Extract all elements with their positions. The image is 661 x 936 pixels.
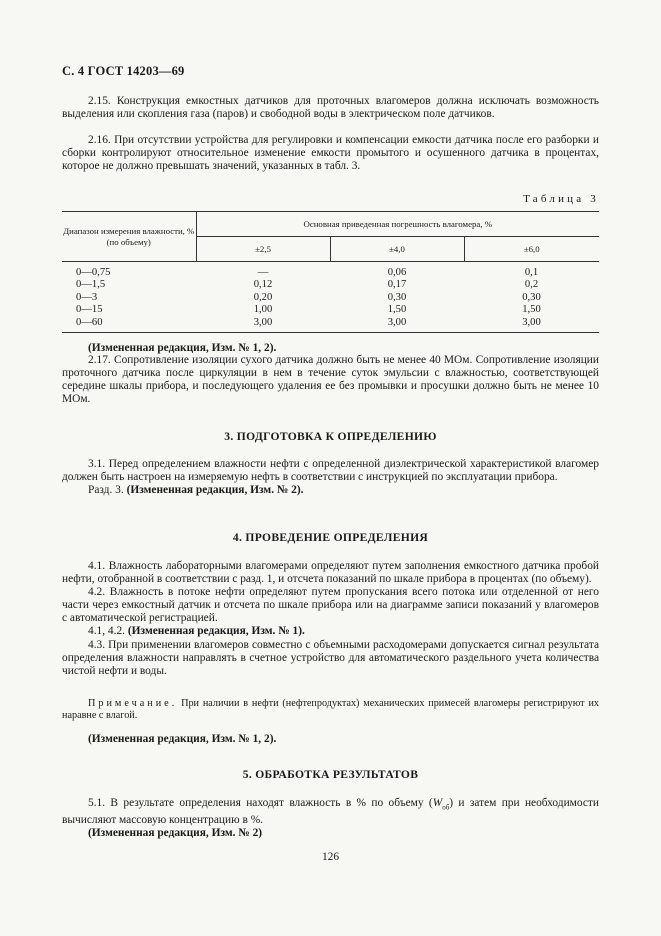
table-cell: 0—0,75 bbox=[76, 267, 111, 278]
razd-3-edit: (Измененная редакция, Изм. № 2). bbox=[126, 484, 304, 497]
paragraph-2-16-text: 2.16. При отсутствии устройства для регулировки и компенсации емкости датчика после его разборки и сборки контролируют относительное изменение емкости промытого и осушенного датчика в процентах, которое не должно превышать значений, указанных в табл. 3. bbox=[62, 134, 599, 173]
table-caption: Таблица 3 bbox=[523, 193, 599, 205]
table-cell: 0—1,5 bbox=[76, 279, 106, 291]
table-cell: 1,50 bbox=[387, 304, 407, 316]
note-text: При наличии в нефти (нефтепродуктах) механических примесей влагомеры регистрируют их наравне с влагой. bbox=[62, 698, 600, 722]
table-cell: 0,12 bbox=[253, 279, 273, 291]
table-cell: 1,00 bbox=[253, 304, 273, 316]
table-cell: 0—3 bbox=[76, 291, 98, 303]
table-row bbox=[62, 316, 599, 333]
paragraph-5-1-text-a: 5.1. В результате определения находят влажность в % по объему ( bbox=[88, 797, 433, 809]
note-block bbox=[62, 698, 599, 723]
paragraph-3-1-text: 3.1. Перед определением влажности нефти с определенной диэлектрической характеристикой влагомер должен быть настроен на измеряемую нефть в соответствии с инструкцией по эксплуатации прибора. bbox=[62, 458, 599, 484]
edit-note-4 bbox=[62, 733, 599, 746]
page-number: 126 bbox=[321, 851, 340, 863]
section-3-title: 3. ПОДГОТОВКА К ОПРЕДЕЛЕНИЮ bbox=[224, 430, 437, 443]
table-cell: 0,2 bbox=[524, 279, 539, 291]
paragraph-5-1-text-b: ) и затем при необходимости вычисляют массовую концентрацию в %. bbox=[62, 797, 599, 827]
table-cell: 0,06 bbox=[387, 267, 407, 278]
paragraph-2-17-text: 2.17. Сопротивление изоляции сухого датчика должно быть не менее 40 МОм. Сопротивление изоляции проточного датчика после циркуляции в нем в течение суток эмульсии с влажностью, соответствующей середине шкалы прибора, и последующего удаления ее без промывки и просушки должно быть не менее 10 МОм. bbox=[62, 354, 599, 406]
paragraph-2-17 bbox=[62, 354, 599, 406]
table-row bbox=[62, 303, 599, 315]
paragraph-4-2-text: 4.2. Влажность в потоке нефти определяют путем пропускания всего потока или отделенной от него части через емкостный датчик и отсчета по шкале прибора или на диаграмме записи показаний у влагомеров с автоматической регистрацией. bbox=[62, 586, 599, 625]
variable-w-subscript: об bbox=[442, 803, 450, 812]
edit-note-4-text: (Измененная редакция, Изм. № 1, 2). bbox=[88, 733, 277, 745]
edit-4-prefix: 4.1, 4.2. bbox=[88, 625, 126, 638]
table-cell: 3,00 bbox=[464, 316, 599, 333]
table-cell: 1,50 bbox=[522, 304, 541, 316]
table-3 bbox=[62, 211, 599, 333]
table-row bbox=[62, 291, 599, 303]
table-subheader: ±4,0 bbox=[330, 237, 464, 262]
table-cell: 0,30 bbox=[387, 291, 407, 303]
table-cell: 3,00 bbox=[330, 316, 464, 333]
paragraph-3-1 bbox=[62, 458, 599, 497]
table-row bbox=[62, 266, 599, 278]
section-5-title: 5. ОБРАБОТКА РЕЗУЛЬТАТОВ bbox=[242, 768, 419, 781]
table-cell: 3,00 bbox=[196, 316, 330, 333]
table-subheader: ±2,5 bbox=[196, 237, 330, 262]
paragraph-4-1-text: 4.1. Влажность лабораторными влагомерами определяют путем заполнения емкостного датчика пробой нефти, отобранной в соответствии с разд. 1, и отсчета показаний по шкале прибора в процентах (по объему). bbox=[62, 560, 599, 586]
table-cell: 0—60 bbox=[62, 316, 196, 333]
table-cell: 0,17 bbox=[387, 279, 407, 291]
table-cell: 0,30 bbox=[522, 291, 541, 303]
section-4-title: 4. ПРОВЕДЕНИЕ ОПРЕДЕЛЕНИЯ bbox=[232, 531, 429, 544]
table-group-header: Основная приведенная погрешность влагомера, % bbox=[196, 212, 599, 237]
table-col0-header: Диапазон измерения влажности, % (по объему) bbox=[62, 212, 196, 262]
table-cell: 0,1 bbox=[524, 267, 539, 278]
paragraph-2-15-text: 2.15. Конструкция емкостных датчиков для проточных влагомеров должна исключать возможность выделения или скопления газа (паров) и свободной воды в электрическом поле датчиков. bbox=[62, 95, 599, 121]
edit-note-5-text: (Измененная редакция, Изм. № 2) bbox=[88, 827, 263, 840]
table-cell: 0—15 bbox=[76, 304, 103, 316]
table-row bbox=[62, 278, 599, 290]
page-header: С. 4 ГОСТ 14203—69 bbox=[62, 64, 185, 78]
variable-w: W bbox=[432, 797, 443, 809]
edit-note-1-text: (Измененная редакция, Изм. № 1, 2). bbox=[88, 342, 277, 354]
note-label: Примечание. bbox=[88, 698, 178, 709]
table-subheader: ±6,0 bbox=[464, 237, 599, 262]
edit-4-text: (Измененная редакция, Изм. № 1). bbox=[127, 625, 305, 638]
table-cell: — bbox=[257, 267, 269, 278]
paragraph-2-16 bbox=[62, 134, 599, 173]
section-4-body bbox=[62, 560, 599, 678]
paragraph-4-3-text: 4.3. При применении влагомеров совместно с объемными расходомерами допускается сигнал результата определения влажности направлять в счетное устройство для автоматического раздельного учета количества чистой нефти и воды. bbox=[62, 638, 599, 677]
paragraph-2-15 bbox=[62, 95, 599, 121]
paragraph-5-1 bbox=[62, 797, 599, 841]
razd-3-prefix: Разд. 3. bbox=[88, 484, 124, 497]
table-cell: 0,20 bbox=[253, 291, 273, 303]
